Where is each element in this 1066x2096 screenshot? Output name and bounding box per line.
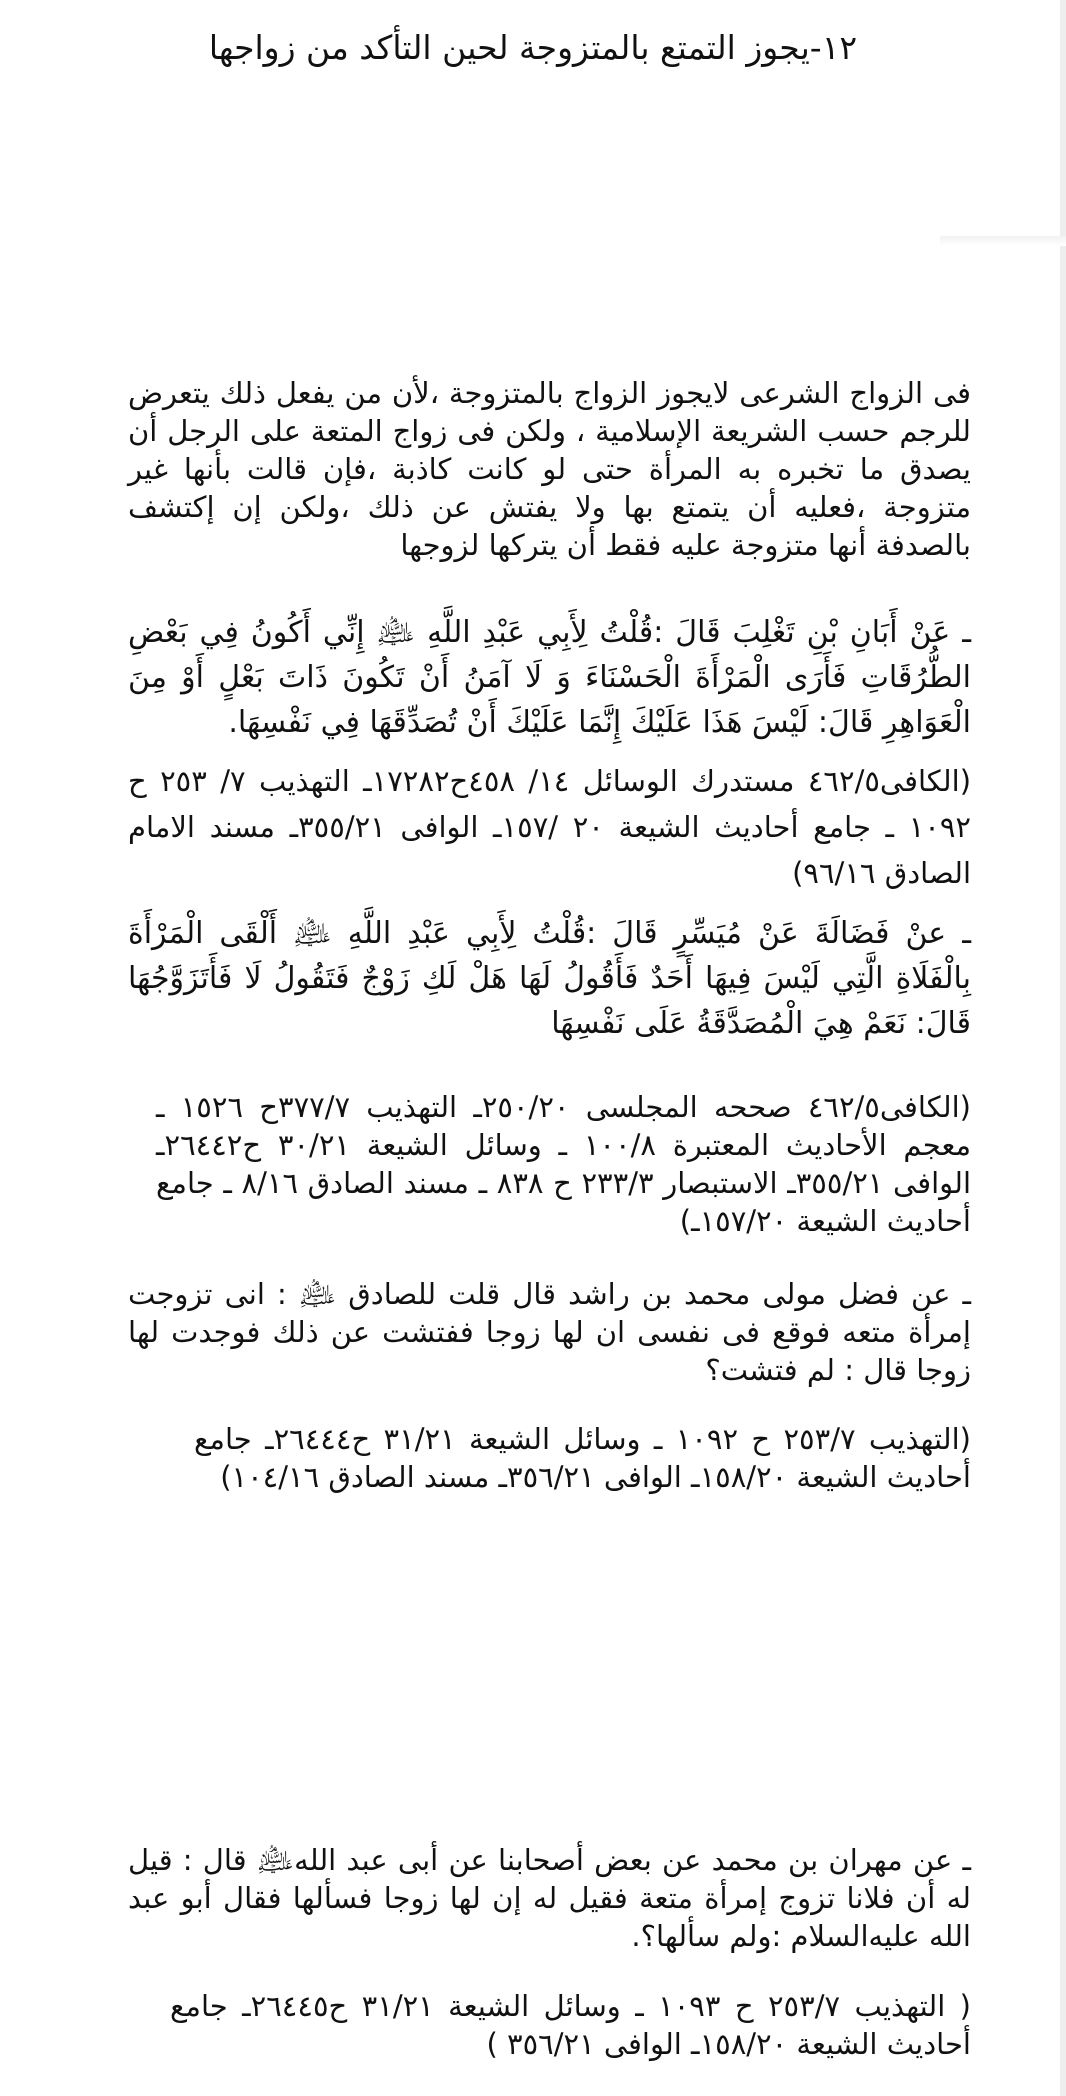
hadith-mihran bbox=[128, 1841, 971, 1955]
hadith-text: ـ عن مهران بن محمد عن بعض أصحابنا عن أبى عبد الله﵇ قال : قيل له أن فلانا تزوج إمرأة متعة فقيل له إن لها زوجا فسألها فقال أبو عبد الله عليه‌السلام :ولم سألها؟. bbox=[128, 1843, 971, 1953]
hadith-aban bbox=[128, 610, 971, 745]
intro-paragraph bbox=[128, 374, 971, 564]
paragraph-text: فى الزواج الشرعى لايجوز الزواج بالمتزوجة ،لأن من يفعل ذلك يتعرض للرجم حسب الشريعة الإسلامية ، ولكن فى زواج المتعة على الرجل أن يصدق ما تخبره به المرأة حتى لو كانت كاذبة ،فإن قالت بأنها غير متزوجة ،فعليه أن يتمتع بها ولا يفتش عن ذلك ،ولكن إن إكتشف بالصدفة أنها متزوجة عليه فقط أن يتركها لزوجها bbox=[128, 376, 971, 562]
hadith-text: ـ عَنْ أَبَانِ بْنِ تَغْلِبَ قَالَ :قُلْتُ لِأَبِي عَبْدِ اللَّهِ ﵇ إِنِّي أَكُونُ فِي بَعْضِ الطُّرُقَاتِ فَأَرَى الْمَرْأَةَ الْحَسْنَاءَ وَ لَا آمَنُ أَنْ تَكُونَ ذَاتَ بَعْلٍ أَوْ مِنَ الْعَوَاهِرِ قَالَ: لَيْسَ هَذَا عَلَيْكَ إِنَّمَا عَلَيْكَ أَنْ تُصَدِّقَهَا فِي نَفْسِهَا. bbox=[128, 615, 971, 740]
reference-aban bbox=[128, 758, 971, 896]
page-break-shadow bbox=[940, 236, 1066, 246]
hadith-text: ـ عنْ فَضَالَةَ عَنْ مُيَسِّرٍ قَالَ :قُلْتُ لِأَبِي عَبْدِ اللَّهِ ﵇ أَلْقَى الْمَرْأَةَ بِالْفَلَاةِ الَّتِي لَيْسَ فِيهَا أَحَدٌ فَأَقُولُ لَهَا هَلْ لَكِ زَوْجٌ فَتَقُولُ لَا فَأَتَزَوَّجُهَا قَالَ: نَعَمْ هِيَ الْمُصَدَّقَةُ عَلَى نَفْسِهَا bbox=[128, 916, 971, 1041]
reference-text: (الكافى٤٦٢/٥ صححه المجلسى ٢٥٠/٢٠ـ التهذيب ٣٧٧/٧ح ١٥٢٦ ـ معجم الأحاديث المعتبرة ١٠٠/٨ ـ وسائل الشيعة ٣٠/٢١ ح٢٦٤٤٢ـ الوافى ٣٥٥/٢١ـ الاستبصار ٢٣٣/٣ ح ٨٣٨ ـ مسند الصادق ٨/١٦ ـ جامع أحاديث الشيعة ١٥٧/٢٠ـ) bbox=[156, 1090, 971, 1238]
scroll-edge bbox=[1060, 0, 1066, 2096]
hadith-text: ـ عن فضل مولى محمد بن راشد قال قلت للصادق ﵇ : انى تزوجت إمرأة متعه فوقع فى نفسى ان لها زوجا ففتشت عن ذلك فوجدت لها زوجا قال : لم فتشت؟ bbox=[128, 1277, 971, 1387]
reference-text: (الكافى٤٦٢/٥ مستدرك الوسائل ١٤/ ٤٥٨ح١٧٢٨٢ـ التهذيب ٧/ ٢٥٣ ح ١٠٩٢ ـ جامع أحاديث الشيعة ٢٠ /١٥٧ـ الوافى ٣٥٥/٢١ـ مسند الامام الصادق ٩٦/١٦) bbox=[128, 764, 972, 890]
page-title: ١٢-يجوز التمتع بالمتزوجة لحين التأكد من زواجها bbox=[208, 28, 858, 68]
reference-fadala bbox=[156, 1088, 971, 1240]
reference-fadl bbox=[194, 1420, 971, 1496]
hadith-fadala bbox=[128, 911, 971, 1046]
reference-text: (التهذيب ٢٥٣/٧ ح ١٠٩٢ ـ وسائل الشيعة ٣١/٢١ ح٢٦٤٤٤ـ جامع أحاديث الشيعة ١٥٨/٢٠ـ الوافى ٣٥٦/٢١ـ مسند الصادق ١٠٤/١٦) bbox=[194, 1422, 971, 1494]
hadith-fadl bbox=[128, 1275, 971, 1389]
reference-mihran bbox=[170, 1987, 971, 2063]
reference-text: ( التهذيب ٢٥٣/٧ ح ١٠٩٣ ـ وسائل الشيعة ٣١/٢١ ح٢٦٤٤٥ـ جامع أحاديث الشيعة ١٥٨/٢٠ـ الوافى ٣٥٦/٢١ ) bbox=[170, 1989, 971, 2061]
